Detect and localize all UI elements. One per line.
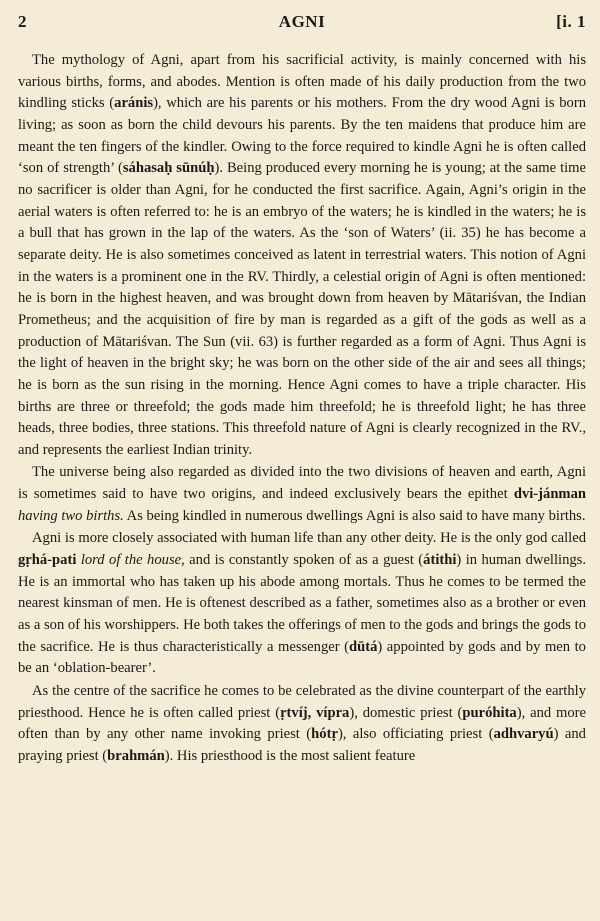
text-run: The mythology of Agni, apart from his sacrificial activity, is mainly concerned with his various births, forms, and abodes. Mention is often made of his daily production from the two kindling sticks ( <box>18 52 586 112</box>
text-run: ). His priesthood is the most salient feature <box>164 748 416 764</box>
paragraph <box>18 681 586 768</box>
sanskrit-term: adhvaryú <box>493 726 554 743</box>
text-run: ), also officiating priest ( <box>337 726 494 743</box>
sanskrit-term: átithi <box>423 552 457 569</box>
text-run: ), which are his parents or his mothers. From the dry wood Agni is born living; as soon as born the child devours his parents. By the ten maidens that produce him are meant the ten fingers of the kindler. Owing to the force required to kindle Agni he is often called ‘son of strength’ ( <box>18 95 586 177</box>
sanskrit-term: dvi-jánman <box>513 486 586 503</box>
sanskrit-term: brahmán <box>107 748 165 764</box>
text-run: As being kindled in numerous dwellings Agni is also said to have many births. <box>123 507 586 524</box>
page-title: AGNI <box>278 12 326 31</box>
sanskrit-term: hótṛ <box>311 726 338 743</box>
paragraph <box>18 50 586 461</box>
text-run: ) and praying priest ( <box>18 726 586 764</box>
paragraph <box>18 528 586 680</box>
text-run: , and is constantly spoken of as a guest ( <box>181 552 424 569</box>
section-reference: [i. 1 <box>556 12 586 31</box>
page-number: 2 <box>18 12 27 31</box>
text-run: ). Being produced every morning he is young; at the same time no sacrificer is older than Agni, for he conducted the first sacrifice. Again, Agni’s origin in the aerial waters is often referred to: he is an embryo of the waters; he is kindled in the waters; he is a bull that has grown in the lap of the waters. As the ‘son of Waters’ (ii. 35) he has become a separate deity. He is also sometimes conceived as latent in terrestrial waters. This notion of Agni in the waters is a prominent one in the RV. Thirdly, a celestial origin of Agni is often mentioned: he is born in the highest heaven, and was brought down from heaven by Mātariśvan, the Indian Prometheus; and the acquisition of fire by man is regarded as a gift of the gods as well as a production of Mātariśvan. The Sun (vii. 63) is further regarded as a form of Agni. Thus Agni is the light of heaven in the bright sky; he was born on the other side of the air and sees all things; he is born as the sun rising in the morning. Hence Agni comes to have a triple character. His births are three or threefold; the gods made him threefold; he is threefold light; he has three heads, three bodies, three stations. This threefold nature of Agni is clearly recognized in the RV., and represents the earliest Indian trinity. <box>18 160 587 458</box>
text-run: Agni is more closely associated with human life than any other deity. He is the only god called <box>32 530 586 547</box>
text-run: ) appointed by gods and by men to be an ‘oblation-bearer’. <box>18 638 586 677</box>
sanskrit-term: puróhita <box>462 704 517 721</box>
body-text <box>18 50 586 768</box>
text-run: As the centre of the sacrifice he comes to be celebrated as the divine counterpart of the earthly priesthood. Hence he is often called priest ( <box>18 683 586 721</box>
sanskrit-term: aránis <box>114 95 154 112</box>
text-run: ), and more often than by any other name invoking priest ( <box>18 704 586 743</box>
sanskrit-term: ṛtvíj, vípra <box>280 704 350 721</box>
translation-gloss: lord of the house <box>80 552 182 569</box>
translation-gloss: having two births. <box>18 507 124 524</box>
sanskrit-term: sáhasaḥ sūnúḥ <box>122 160 215 177</box>
paragraph <box>18 462 586 527</box>
text-run: ), domestic priest ( <box>349 704 463 721</box>
running-head <box>18 12 586 36</box>
sanskrit-term: gṛhá-pati <box>18 552 77 569</box>
text-run: The universe being also regarded as divided into the two divisions of heaven and earth, Agni is sometimes said to have two origins, and indeed exclusively bears the epithet <box>18 464 586 503</box>
text-run: ) in human dwellings. He is an immortal who has taken up his abode among mortals. Thus he comes to be termed the nearest kinsman of men. He is oftenest described as a father, sometimes also as a brother or even as a son of his worshippers. He both takes the offerings of men to the gods and brings the gods to the sacrifice. He is thus characteristically a messenger ( <box>18 552 587 655</box>
sanskrit-term: dūtá <box>349 638 378 655</box>
